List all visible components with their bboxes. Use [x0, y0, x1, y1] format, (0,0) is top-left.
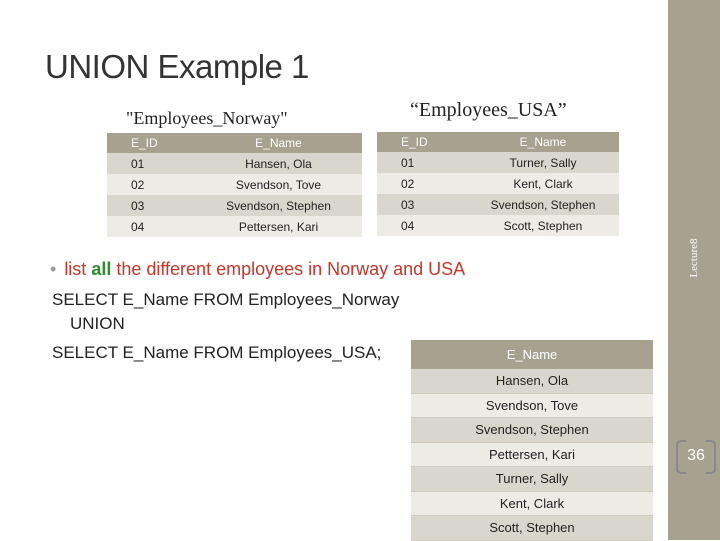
table-cell: Scott, Stephen — [411, 516, 653, 541]
table-cell: Scott, Stephen — [467, 215, 619, 236]
table-header-row — [377, 132, 619, 152]
table-cell: Pettersen, Kari — [411, 442, 653, 467]
bullet-icon: • — [50, 259, 57, 279]
bullet-text-pre: list — [64, 259, 92, 279]
norway-table-caption: "Employees_Norway" — [126, 108, 288, 128]
usa-table-caption: “Employees_USA” — [410, 99, 567, 121]
table-row — [107, 153, 362, 174]
table-row — [377, 194, 619, 215]
bullet-text-post: the different employees in Norway and USA — [111, 259, 466, 279]
table-cell: 01 — [107, 153, 195, 174]
table-cell: Svendson, Tove — [411, 393, 653, 418]
column-header: E_Name — [195, 133, 362, 153]
bullet-point — [50, 259, 465, 280]
table-row — [411, 442, 653, 467]
table-cell: Svendson, Stephen — [195, 195, 362, 216]
table-cell: Svendson, Stephen — [411, 418, 653, 443]
table-cell: 02 — [377, 173, 467, 194]
table-row — [411, 393, 653, 418]
table-cell: Hansen, Ola — [195, 153, 362, 174]
column-header: E_Name — [411, 340, 653, 369]
table-row — [377, 215, 619, 236]
page-number-badge — [676, 440, 716, 472]
column-header: E_ID — [377, 132, 467, 152]
table-row — [411, 369, 653, 393]
table-row — [107, 174, 362, 195]
table-cell: Kent, Clark — [467, 173, 619, 194]
table-cell: 03 — [107, 195, 195, 216]
table-header-row — [107, 133, 362, 153]
table-row — [411, 467, 653, 492]
table-row — [411, 418, 653, 443]
table-row — [411, 516, 653, 541]
norway-table — [107, 133, 362, 237]
page-number: 36 — [687, 447, 705, 464]
side-label: Lecture8 — [688, 238, 700, 278]
table-row — [377, 173, 619, 194]
sql-line-2: UNION — [70, 314, 125, 333]
table-cell: 01 — [377, 152, 467, 173]
column-header: E_ID — [107, 133, 195, 153]
table-row — [107, 195, 362, 216]
table-cell: 03 — [377, 194, 467, 215]
table-cell: Turner, Sally — [411, 467, 653, 492]
sql-line-1: SELECT E_Name FROM Employees_Norway — [52, 290, 400, 309]
slide-title: UNION Example 1 — [45, 48, 309, 85]
sql-line-3: SELECT E_Name FROM Employees_USA; — [52, 343, 382, 362]
table-cell: Svendson, Tove — [195, 174, 362, 195]
table-cell: Svendson, Stephen — [467, 194, 619, 215]
table-cell: Kent, Clark — [411, 491, 653, 516]
table-cell: 04 — [107, 216, 195, 237]
table-cell: 02 — [107, 174, 195, 195]
table-row — [107, 216, 362, 237]
table-header-row — [411, 340, 653, 369]
result-table — [411, 340, 653, 541]
table-row — [377, 152, 619, 173]
table-cell: 04 — [377, 215, 467, 236]
column-header: E_Name — [467, 132, 619, 152]
table-cell: Pettersen, Kari — [195, 216, 362, 237]
table-cell: Hansen, Ola — [411, 369, 653, 393]
bullet-keyword: all — [91, 259, 112, 279]
usa-table — [377, 132, 619, 236]
table-row — [411, 491, 653, 516]
table-cell: Turner, Sally — [467, 152, 619, 173]
